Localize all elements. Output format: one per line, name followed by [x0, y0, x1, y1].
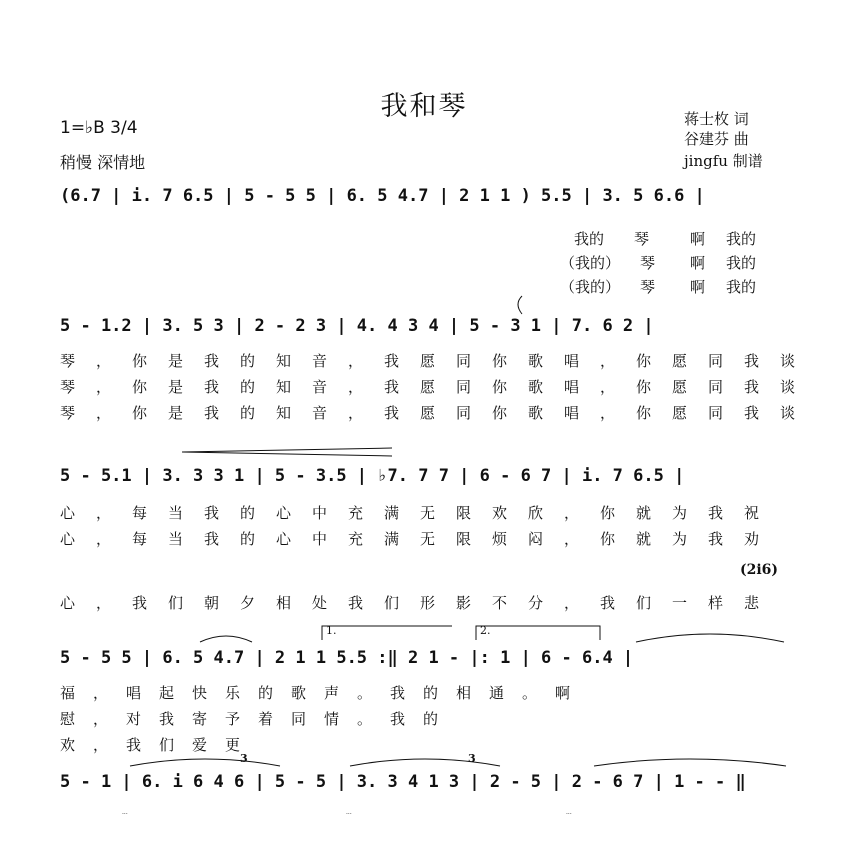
lyric-verse3-line4: 欢，我们爱更 — [60, 736, 259, 754]
staff-line-2: 5 - 1.2 | 3. 5 3 | 2 - 2 3 | 4. 4 3 4 | 5 - 3 1 | 7. 6 2 | — [60, 316, 654, 336]
footer-mark-3: ... — [566, 809, 572, 816]
lyric-verse1-line2: 琴，你是我的知音，我愿同你歌唱，你愿同我谈 — [60, 352, 817, 370]
composer-credit: 谷建芬 曲 — [684, 130, 749, 148]
lyric-verse1-line4: 福，唱起快乐的歌声。我的相通。啊 — [60, 684, 589, 702]
footer-mark-2: ... — [346, 809, 352, 816]
lyric-verse1-line3: 心，每当我的心中充满无限欢欣，你就为我祝 — [60, 504, 781, 522]
lyric-verse3-line2: 琴，你是我的知音，我愿同你歌唱，你愿同我谈 — [60, 404, 817, 422]
lyric-intro-3: （我的） 琴 啊 我的 — [560, 278, 757, 296]
lyric-verse2-line2: 琴，你是我的知音，我愿同你歌唱，你愿同我谈 — [60, 378, 817, 396]
volta-second-bracket — [476, 626, 600, 640]
key-signature: 1=♭B 3/4 — [60, 118, 138, 138]
staff-line-3: 5 - 5.1 | 3. 3 3 1 | 5 - 3.5 | ♭7. 7 7 | 6 - 6 7 | i. 7 6.5 | — [60, 466, 685, 486]
page-title: 我和琴 — [380, 91, 468, 122]
lyric-verse2-line4: 慰，对我寄予着同情。我的 — [60, 710, 457, 728]
triplet-mark-2: 3 — [468, 752, 476, 765]
staff-line-1: (6.7 | i. 7 6.5 | 5 - 5 5 | 6. 5 4.7 | 2 1 1 ) 5.5 | 3. 5 6.6 | — [60, 186, 705, 206]
hairpin-upper — [182, 448, 392, 452]
slur-4 — [350, 759, 500, 766]
slur-1 — [200, 636, 252, 642]
volta-first-bracket — [322, 626, 452, 640]
tie-1 — [518, 296, 522, 314]
footer-mark-1: ... — [122, 809, 128, 816]
lyric-verse3-line3: 心，我们朝夕相处我们形影不分，我们一样悲 — [60, 594, 781, 612]
slur-2 — [636, 634, 784, 642]
slur-5 — [594, 759, 786, 766]
volta-second-label: 2. — [480, 624, 491, 637]
transcriber-credit: jingfu 制谱 — [684, 152, 763, 170]
lyricist-credit: 蒋士枚 词 — [684, 110, 749, 128]
lyric-verse2-line3: 心，每当我的心中充满无限烦闷，你就为我劝 — [60, 530, 781, 548]
triplet-mark-1: 3 — [240, 752, 248, 765]
grace-note-group: (2i6) — [740, 562, 779, 578]
slur-3 — [130, 759, 280, 766]
volta-first-label: 1. — [326, 624, 337, 637]
lyric-intro-1: 我的 琴 啊 我的 — [574, 230, 757, 248]
staff-line-5: 5 - 1 | 6. i 6 4 6 | 5 - 5 | 3. 3 4 1 3 | 2 - 5 | 2 - 6 7 | 1 - - ‖ — [60, 772, 746, 792]
tempo-marking: 稍慢 深情地 — [60, 153, 146, 172]
hairpin-lower — [182, 452, 392, 456]
staff-line-4: 5 - 5 5 | 6. 5 4.7 | 2 1 1 5.5 :‖ 2 1 - |: 1 | 6 - 6.4 | — [60, 648, 634, 668]
lyric-intro-2: （我的） 琴 啊 我的 — [560, 254, 757, 272]
